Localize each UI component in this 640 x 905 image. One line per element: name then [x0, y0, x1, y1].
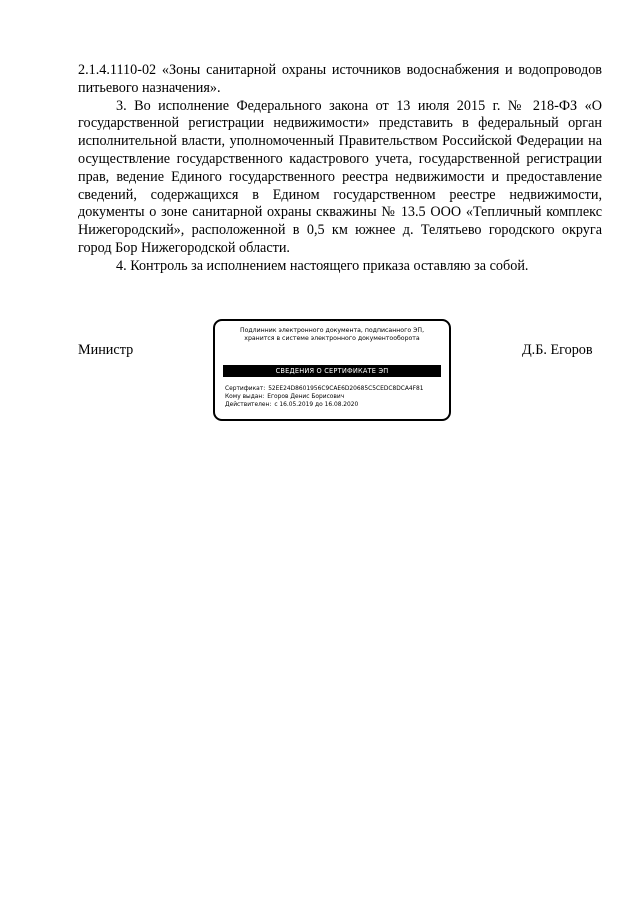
stamp-note	[223, 327, 441, 344]
stamp-certificate-details	[225, 385, 443, 410]
signatory-name: Д.Б. Егоров	[522, 342, 593, 358]
issued-to-label: Кому выдан:	[225, 394, 265, 401]
paragraph-4-control: 4. Контроль за исполнением настоящего приказа оставляю за собой.	[116, 257, 529, 274]
issued-to-value: Егоров Денис Борисович	[267, 394, 345, 401]
stamp-certificate-header: СВЕДЕНИЯ О СЕРТИФИКАТЕ ЭП	[223, 365, 441, 377]
valid-label: Действителен:	[225, 402, 272, 409]
stamp-row-validity	[225, 401, 443, 409]
certificate-value: 52EE24D8601956C9CAE6D20685C5CEDC8DCA4F81	[268, 386, 424, 392]
stamp-note-line-2: хранится в системе электронного документооборота	[244, 335, 420, 343]
signatory-position: Министр	[78, 342, 134, 358]
paragraph-sanpin-continuation: 2.1.4.1110-02 «Зоны санитарной охраны источников водоснабжения и водопроводов питьевого назначения».	[78, 62, 602, 96]
stamp-row-certificate	[225, 385, 443, 393]
valid-value: с 16.05.2019 до 16.08.2020	[274, 402, 359, 409]
paragraph-3-registration: 3. Во исполнение Федерального закона от 13 июля 2015 г. № 218-ФЗ «О государственной регистрации недвижимости» представить в федеральный орган исполнительной власти, уполномоченный Правительством Российской Федерации на осуществление государственного кадастрового учета, государственной регистрации прав, ведение Единого государственного реестра недвижимости и предоставление сведений, содержащихся в Едином государственном реестре недвижимости, документы о зоне санитарной охраны скважины № 13.5 ООО «Тепличный комплекс Нижегородский», расположенной в 0,5 км южнее д. Телятьево городского округа город Бор Нижегородской области.	[78, 97, 602, 256]
stamp-note-line-1: Подлинник электронного документа, подписанного ЭП,	[239, 327, 425, 334]
stamp-row-issued-to	[225, 393, 443, 401]
document-body	[78, 62, 602, 276]
electronic-signature-stamp	[213, 319, 451, 421]
certificate-label: Сертификат:	[225, 386, 266, 392]
